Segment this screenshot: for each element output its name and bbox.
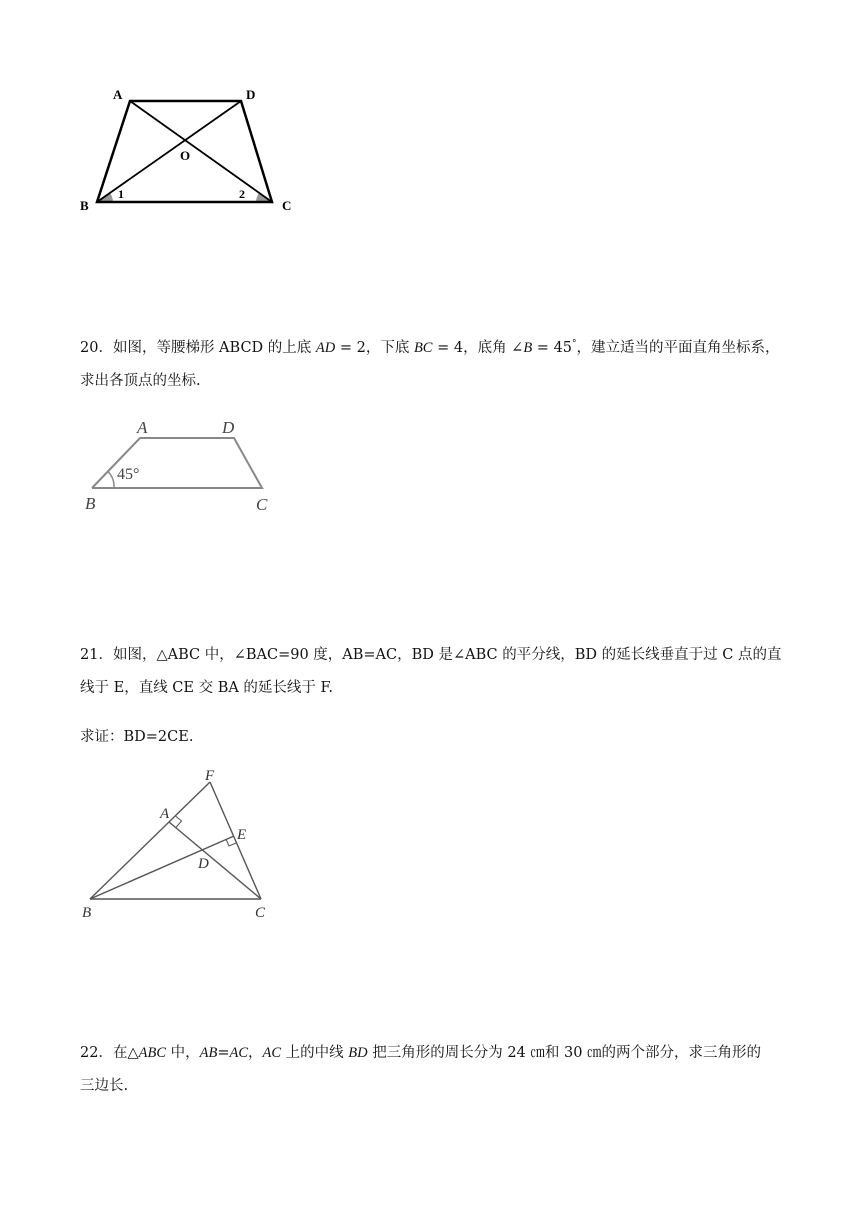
- q22-line-1: [80, 1041, 780, 1062]
- figure-right-triangle-bisector: [78, 762, 278, 922]
- label-C: C: [256, 495, 268, 514]
- q22-line-2: 三边长.: [80, 1078, 129, 1094]
- label-C: C: [255, 905, 266, 921]
- q20-b-value: = 45: [532, 340, 573, 356]
- segment-be: [90, 836, 234, 899]
- q20-line-1: [80, 336, 780, 357]
- label-angle-2: 2: [239, 187, 245, 201]
- label-A: A: [113, 87, 123, 102]
- q22-p1: 中，: [166, 1045, 200, 1061]
- q21-line-1: 21．如图，△ABC 中，∠BAC=90 度，AB=AC，BD 是∠ABC 的平分线，BD 的延长线垂直于过 C 点的直: [80, 647, 782, 663]
- diagonal-ac: [130, 101, 272, 202]
- label-B: B: [85, 494, 96, 513]
- q20-line-2: 求出各顶点的坐标.: [80, 373, 201, 389]
- q20-bc-value: = 4，底角 ∠: [432, 340, 524, 356]
- segment-ac: [169, 822, 261, 899]
- q20-ad: AD: [315, 340, 336, 356]
- q22-abc: ABC: [138, 1045, 166, 1061]
- q21-line-2: 线于 E，直线 CE 交 BA 的延长线于 F.: [80, 680, 333, 696]
- q22-p4: 把三角形的周长分为 24 ㎝和 30 ㎝的两个部分，求三角形的: [367, 1045, 762, 1061]
- label-angle-1: 1: [118, 187, 124, 201]
- q22-ac: AC: [229, 1045, 249, 1061]
- q21-line-3: 求证：BD=2CE.: [80, 729, 194, 745]
- q22-p3: 上的中线: [281, 1045, 349, 1061]
- right-angle-mark-e: [226, 839, 236, 846]
- right-angle-mark-a: [176, 816, 182, 828]
- label-O: O: [180, 148, 191, 163]
- label-D: D: [198, 856, 209, 872]
- label-C: C: [282, 198, 292, 213]
- figure-trapezoid-abcd-diagonals: [78, 82, 308, 217]
- label-angle-45: 45°: [117, 466, 140, 483]
- segment-fc: [210, 782, 261, 899]
- label-E: E: [237, 827, 247, 843]
- angle-45-arc: [108, 472, 114, 489]
- q20-ad-value: = 2，下底: [335, 340, 414, 356]
- q20-rest: ，建立适当的平面直角坐标系，: [576, 340, 780, 356]
- q20-bc: BC: [413, 340, 433, 356]
- q22-bd: BD: [348, 1045, 368, 1061]
- q22-eq: =: [217, 1045, 230, 1061]
- label-B: B: [82, 905, 92, 921]
- q22-ab: AB: [199, 1045, 218, 1061]
- q22-p2: ，: [248, 1045, 263, 1061]
- q20-intro: 20．如图，等腰梯形 ABCD 的上底: [80, 340, 316, 356]
- q20-b: B: [523, 340, 533, 356]
- label-F: F: [205, 768, 215, 784]
- q22-ac-2: AC: [262, 1045, 282, 1061]
- figure-isosceles-trapezoid: [80, 415, 280, 515]
- q22-number: 22．在△: [80, 1045, 139, 1061]
- label-A: A: [160, 806, 170, 822]
- label-A: A: [137, 418, 148, 437]
- q20-degree: °: [572, 339, 577, 350]
- label-B: B: [80, 198, 89, 213]
- label-D: D: [222, 418, 235, 437]
- label-D: D: [246, 87, 256, 102]
